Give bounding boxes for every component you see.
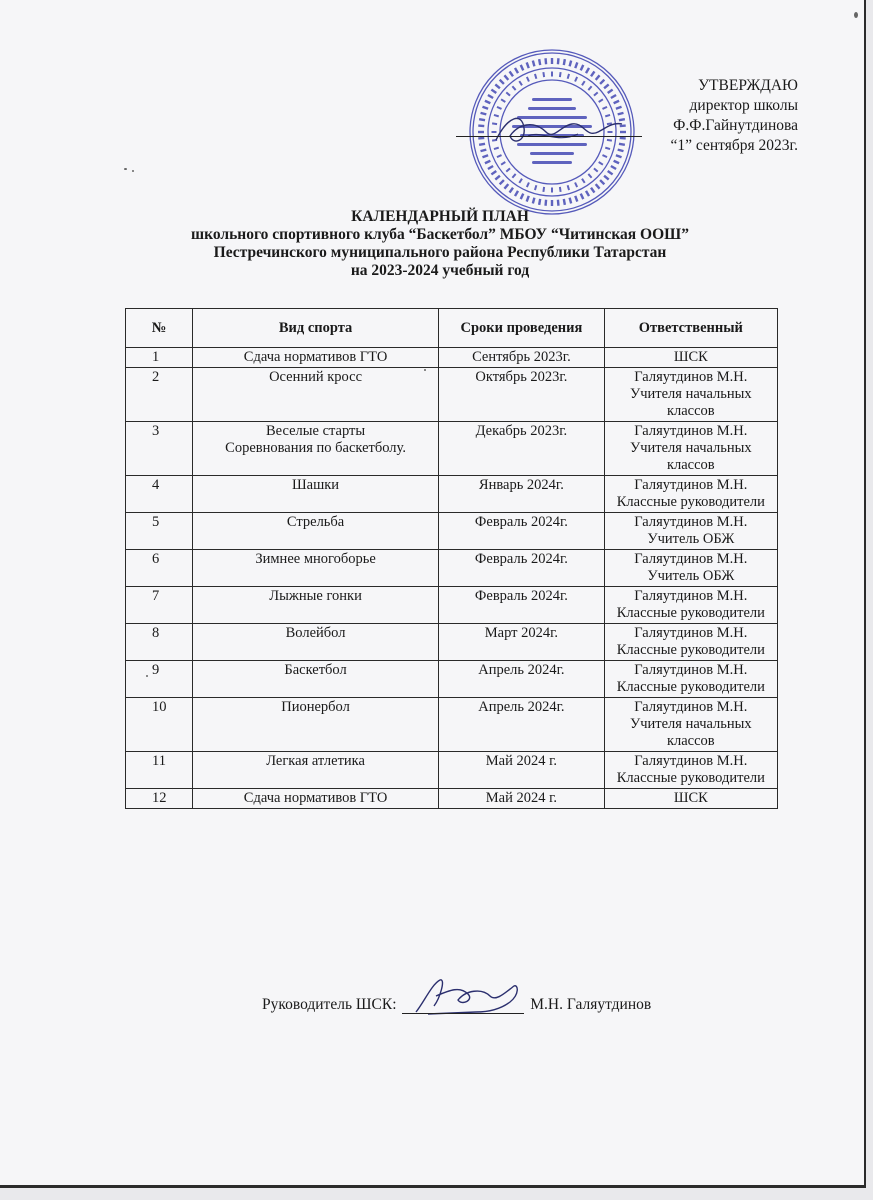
stamp-glyph bbox=[538, 199, 541, 205]
row-date: Апрель 2024г. bbox=[439, 698, 604, 752]
stamp-glyph bbox=[574, 195, 578, 201]
row-num: 4 bbox=[126, 476, 193, 513]
document-title bbox=[120, 208, 760, 280]
row-date: Апрель 2024г. bbox=[439, 661, 604, 698]
stamp-glyph bbox=[532, 60, 536, 66]
table-header-row bbox=[126, 309, 778, 348]
row-num: 7 bbox=[126, 587, 193, 624]
row-date: Сентябрь 2023г. bbox=[439, 348, 604, 368]
stamp-glyph bbox=[610, 165, 616, 170]
stamp-glyph bbox=[613, 100, 619, 105]
signature-underline bbox=[402, 997, 524, 1014]
stamp-glyph bbox=[518, 178, 522, 183]
stamp-glyph bbox=[581, 178, 585, 183]
stamp-glyph bbox=[487, 165, 493, 170]
stamp-glyph bbox=[534, 185, 537, 190]
signoff-name: М.Н. Галяутдинов bbox=[530, 996, 652, 1013]
row-responsible: Галяутдинов М.Н. Классные руководители bbox=[604, 587, 777, 624]
stamp-glyph bbox=[520, 64, 525, 70]
row-sport: Сдача нормативов ГТО bbox=[192, 348, 438, 368]
stamp-glyph bbox=[610, 94, 616, 99]
stamp-glyph bbox=[551, 200, 553, 206]
approval-position: директор школы bbox=[689, 97, 798, 114]
scan-speck bbox=[424, 369, 426, 371]
row-sport: Лыжные гонки bbox=[192, 587, 438, 624]
row-sport: Стрельба bbox=[192, 513, 438, 550]
stamp-glyph bbox=[585, 67, 590, 73]
stamp-glyph bbox=[504, 183, 510, 189]
stamp-glyph bbox=[603, 175, 609, 181]
stamp-glyph bbox=[479, 143, 485, 146]
stamp-glyph bbox=[595, 183, 601, 189]
stamp-glyph bbox=[557, 58, 560, 64]
stamp-glyph bbox=[574, 62, 578, 68]
stamp-glyph bbox=[520, 193, 525, 199]
title-line-3: Пестречинского муниципального района Республики Татарстан bbox=[213, 244, 667, 261]
stamp-glyph bbox=[478, 124, 484, 127]
stamp-glyph bbox=[551, 72, 553, 77]
stamp-glyph bbox=[479, 118, 485, 121]
row-num: 11 bbox=[126, 752, 193, 789]
row-date: Февраль 2024г. bbox=[439, 513, 604, 550]
row-responsible: Галяутдинов М.Н. Учителя начальных классов bbox=[604, 422, 777, 476]
stamp-glyph bbox=[559, 72, 562, 77]
stamp-glyph bbox=[567, 185, 570, 190]
stamp-glyph bbox=[551, 58, 553, 64]
row-date: Май 2024 г. bbox=[439, 789, 604, 809]
stamp-glyph bbox=[509, 187, 514, 193]
stamp-glyph bbox=[491, 170, 497, 175]
director-signature bbox=[488, 106, 628, 152]
stamp-glyph bbox=[580, 193, 585, 199]
row-responsible: Галяутдинов М.Н. Учитель ОБЖ bbox=[604, 550, 777, 587]
title-line-2: школьного спортивного клуба “Баскетбол” МБОУ “Читинская ООШ” bbox=[191, 226, 689, 243]
stamp-glyph bbox=[574, 182, 578, 187]
stamp-glyph bbox=[588, 173, 593, 178]
table-row bbox=[126, 513, 778, 550]
stamp-glyph bbox=[567, 74, 570, 79]
stamp-glyph bbox=[514, 67, 519, 73]
stamp-glyph bbox=[595, 75, 601, 81]
stamp-glyph bbox=[607, 170, 613, 175]
row-sport: Пионербол bbox=[192, 698, 438, 752]
row-num: 10 bbox=[126, 698, 193, 752]
signoff-line bbox=[262, 996, 742, 1014]
row-responsible: ШСК bbox=[604, 348, 777, 368]
stamp-glyph bbox=[588, 86, 593, 91]
stamp-glyph bbox=[563, 59, 566, 65]
stamp-glyph bbox=[499, 179, 505, 185]
signoff-label: Руководитель ШСК: bbox=[262, 996, 397, 1013]
stamp-glyph bbox=[480, 112, 486, 116]
stamp-glyph bbox=[491, 89, 497, 94]
stamp-glyph bbox=[544, 58, 547, 64]
stamp-glyph bbox=[551, 188, 553, 193]
stamp-glyph bbox=[599, 179, 605, 185]
row-responsible: Галяутдинов М.Н. Классные руководители bbox=[604, 624, 777, 661]
stamp-glyph bbox=[574, 77, 578, 82]
stamp-glyph bbox=[506, 92, 511, 97]
row-num: 3 bbox=[126, 422, 193, 476]
stamp-glyph bbox=[484, 160, 490, 165]
stamp-glyph bbox=[590, 71, 595, 77]
row-sport: Баскетбол bbox=[192, 661, 438, 698]
row-sport: Сдача нормативов ГТО bbox=[192, 789, 438, 809]
stamp-glyph bbox=[518, 81, 522, 86]
scan-speck bbox=[124, 168, 127, 170]
stamp-glyph bbox=[482, 154, 488, 158]
row-num: 6 bbox=[126, 550, 193, 587]
stamp-glyph bbox=[504, 75, 510, 81]
stamp-glyph bbox=[563, 199, 566, 205]
table-row bbox=[126, 698, 778, 752]
row-responsible: Галяутдинов М.Н. Учителя начальных классов bbox=[604, 368, 777, 422]
stamp-glyph bbox=[613, 160, 619, 165]
stamp-glyph bbox=[512, 173, 517, 178]
scan-speck bbox=[854, 12, 858, 18]
approval-block bbox=[628, 76, 798, 156]
row-responsible: Галяутдинов М.Н. Классные руководители bbox=[604, 661, 777, 698]
stamp-glyph bbox=[526, 62, 530, 68]
stamp-glyph bbox=[568, 60, 572, 66]
stamp-glyph bbox=[585, 190, 590, 196]
title-line-1: КАЛЕНДАРНЫЙ ПЛАН bbox=[351, 208, 529, 225]
stamp-glyph bbox=[544, 200, 547, 206]
stamp-glyph bbox=[598, 98, 603, 102]
row-sport: Легкая атлетика bbox=[192, 752, 438, 789]
stamp-glyph bbox=[501, 161, 506, 165]
stamp-glyph bbox=[512, 86, 517, 91]
row-responsible: Галяутдинов М.Н. Классные руководители bbox=[604, 752, 777, 789]
stamp-glyph bbox=[526, 182, 530, 187]
header-responsible: Ответственный bbox=[604, 309, 777, 348]
row-sport-line-1: Веселые старты bbox=[266, 423, 366, 439]
stamp-glyph bbox=[497, 154, 502, 158]
row-sport-line-2: Соревнования по баскетболу. bbox=[225, 440, 406, 456]
stamp-center-line bbox=[532, 98, 572, 101]
row-date: Февраль 2024г. bbox=[439, 550, 604, 587]
stamp-glyph bbox=[526, 77, 530, 82]
table-row bbox=[126, 422, 778, 476]
stamp-center-line bbox=[530, 152, 574, 155]
stamp-glyph bbox=[615, 154, 621, 158]
row-sport: Зимнее многоборье bbox=[192, 550, 438, 587]
stamp-glyph bbox=[542, 187, 545, 192]
row-date: Октябрь 2023г. bbox=[439, 368, 604, 422]
stamp-glyph bbox=[501, 98, 506, 102]
stamp-glyph bbox=[495, 175, 501, 181]
stamp-glyph bbox=[603, 84, 609, 90]
header-sport: Вид спорта bbox=[192, 309, 438, 348]
stamp-glyph bbox=[598, 161, 603, 165]
stamp-glyph bbox=[534, 74, 537, 79]
stamp-glyph bbox=[478, 137, 484, 140]
table-row bbox=[126, 661, 778, 698]
row-num: 5 bbox=[126, 513, 193, 550]
table-row bbox=[126, 587, 778, 624]
stamp-glyph bbox=[484, 100, 490, 105]
approval-date: “1” сентября 2023г. bbox=[670, 137, 798, 154]
stamp-center-line bbox=[532, 161, 572, 164]
stamp-glyph bbox=[478, 131, 484, 133]
stamp-glyph bbox=[509, 71, 514, 77]
calendar-plan-table bbox=[125, 308, 778, 809]
approval-signature-line bbox=[456, 136, 642, 137]
header-num: № bbox=[126, 309, 193, 348]
row-sport: Осенний кросс bbox=[192, 368, 438, 422]
stamp-glyph bbox=[542, 72, 545, 77]
table-row bbox=[126, 476, 778, 513]
approval-heading: УТВЕРЖДАЮ bbox=[698, 77, 798, 94]
stamp-glyph bbox=[590, 187, 595, 193]
table-row bbox=[126, 368, 778, 422]
stamp-glyph bbox=[568, 197, 572, 203]
table-row bbox=[126, 624, 778, 661]
header-dates: Сроки проведения bbox=[439, 309, 604, 348]
stamp-glyph bbox=[557, 200, 560, 206]
stamp-glyph bbox=[532, 197, 536, 203]
row-num: 1 bbox=[126, 348, 193, 368]
row-responsible: Галяутдинов М.Н. Учителя начальных классов bbox=[604, 698, 777, 752]
table-row bbox=[126, 789, 778, 809]
stamp-glyph bbox=[559, 187, 562, 192]
title-line-4: на 2023-2024 учебный год bbox=[350, 262, 530, 279]
row-date: Январь 2024г. bbox=[439, 476, 604, 513]
scan-speck bbox=[146, 675, 148, 677]
row-date: Март 2024г. bbox=[439, 624, 604, 661]
stamp-glyph bbox=[538, 59, 541, 65]
row-responsible: Галяутдинов М.Н. Учитель ОБЖ bbox=[604, 513, 777, 550]
scan-speck bbox=[132, 170, 134, 172]
stamp-glyph bbox=[607, 89, 613, 94]
row-sport: Волейбол bbox=[192, 624, 438, 661]
stamp-glyph bbox=[602, 154, 607, 158]
row-responsible: Галяутдинов М.Н. Классные руководители bbox=[604, 476, 777, 513]
row-responsible: ШСК bbox=[604, 789, 777, 809]
stamp-glyph bbox=[581, 81, 585, 86]
row-num: 8 bbox=[126, 624, 193, 661]
row-num: 9 bbox=[126, 661, 193, 698]
row-num: 12 bbox=[126, 789, 193, 809]
stamp-glyph bbox=[487, 94, 493, 99]
row-date: Май 2024 г. bbox=[439, 752, 604, 789]
row-date: Декабрь 2023г. bbox=[439, 422, 604, 476]
stamp-glyph bbox=[480, 148, 486, 152]
stamp-glyph bbox=[599, 79, 605, 85]
row-sport: Шашки bbox=[192, 476, 438, 513]
stamp-glyph bbox=[514, 190, 519, 196]
stamp-glyph bbox=[506, 168, 511, 173]
stamp-glyph bbox=[580, 64, 585, 70]
stamp-glyph bbox=[593, 92, 598, 97]
row-num: 2 bbox=[126, 368, 193, 422]
approval-director-name: Ф.Ф.Гайнутдинова bbox=[673, 117, 798, 134]
table-row bbox=[126, 550, 778, 587]
row-date: Февраль 2024г. bbox=[439, 587, 604, 624]
stamp-glyph bbox=[495, 84, 501, 90]
table-row bbox=[126, 752, 778, 789]
stamp-glyph bbox=[593, 168, 598, 173]
row-sport bbox=[192, 422, 438, 476]
table-row bbox=[126, 348, 778, 368]
stamp-glyph bbox=[499, 79, 505, 85]
stamp-glyph bbox=[526, 195, 530, 201]
